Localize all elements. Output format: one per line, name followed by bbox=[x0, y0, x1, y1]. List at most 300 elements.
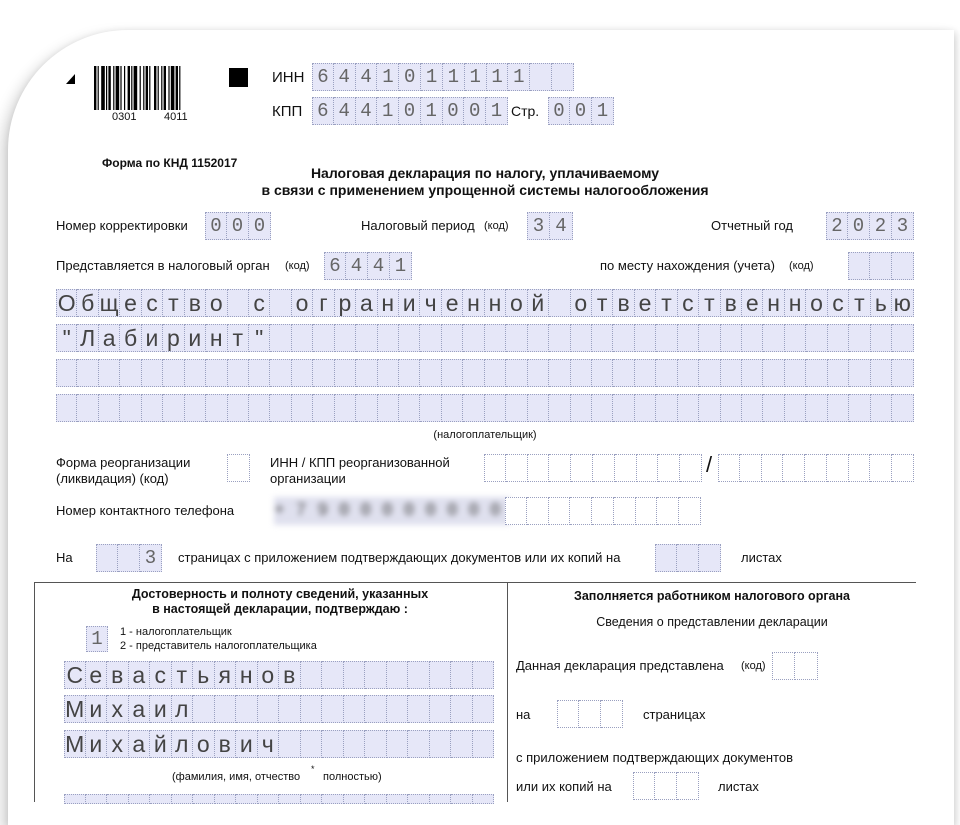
presented-code-cells[interactable] bbox=[772, 652, 818, 680]
tax-period-cells[interactable] bbox=[527, 212, 573, 240]
location-cells[interactable] bbox=[848, 252, 914, 280]
char-cell bbox=[785, 359, 806, 387]
presented-code-note: (код) bbox=[741, 660, 766, 672]
taxpayer-line-3[interactable] bbox=[56, 359, 914, 387]
char-cell: т bbox=[849, 289, 870, 317]
char-cell bbox=[442, 359, 463, 387]
inspector-with-docs: с приложением подтверждающих документов bbox=[516, 750, 793, 765]
char-cell: т bbox=[656, 289, 677, 317]
char-cell: ю bbox=[892, 289, 913, 317]
char-cell bbox=[292, 324, 313, 352]
char-cell bbox=[313, 394, 334, 422]
phone-label: Номер контактного телефона bbox=[56, 503, 235, 518]
phone-blurred-value: + 7 9 0 0 0 0 0 0 0 0 bbox=[274, 497, 510, 525]
char-cell bbox=[227, 454, 250, 482]
char-cell bbox=[236, 695, 258, 723]
char-cell bbox=[365, 661, 387, 689]
char-cell: 1 bbox=[421, 63, 443, 91]
barcode-bar bbox=[106, 66, 107, 110]
barcode-bar bbox=[116, 66, 120, 110]
confirm-title-2: в настоящей декларации, подтверждаю : bbox=[152, 602, 408, 616]
char-cell: " bbox=[56, 324, 77, 352]
kpp-cells[interactable] bbox=[312, 97, 508, 125]
char-cell: н bbox=[378, 289, 399, 317]
char-cell bbox=[827, 454, 849, 482]
char-cell bbox=[56, 394, 77, 422]
corner-marker-icon bbox=[66, 74, 75, 84]
signer-option-2: 2 - представитель налогоплательщика bbox=[120, 640, 317, 652]
char-cell bbox=[451, 661, 473, 689]
barcode-bar bbox=[168, 66, 169, 110]
barcode-bar bbox=[179, 66, 180, 110]
char-cell: р bbox=[335, 289, 356, 317]
char-cell: М bbox=[65, 730, 85, 757]
char-cell: г bbox=[313, 289, 334, 317]
char-cell bbox=[228, 394, 249, 422]
char-cell bbox=[335, 394, 356, 422]
char-cell bbox=[430, 730, 452, 758]
char-cell: 1 bbox=[390, 252, 412, 280]
char-cell bbox=[699, 394, 720, 422]
char-cell bbox=[655, 772, 677, 800]
char-cell bbox=[378, 359, 399, 387]
char-cell bbox=[530, 63, 552, 91]
char-cell: 4 bbox=[356, 97, 378, 125]
char-cell bbox=[678, 394, 699, 422]
char-cell bbox=[77, 394, 98, 422]
char-cell: 0 bbox=[399, 97, 421, 125]
char-cell bbox=[463, 359, 484, 387]
char-cell bbox=[301, 695, 323, 723]
char-cell: ь bbox=[871, 289, 892, 317]
char-cell bbox=[528, 359, 549, 387]
inn-cells[interactable] bbox=[312, 63, 574, 91]
name-caption-end: полностью) bbox=[323, 771, 382, 783]
char-cell bbox=[721, 359, 742, 387]
char-cell bbox=[699, 324, 720, 352]
char-cell bbox=[473, 661, 495, 689]
char-cell: в bbox=[279, 661, 301, 689]
char-cell bbox=[828, 359, 849, 387]
char-cell bbox=[301, 730, 323, 758]
char-cell bbox=[656, 359, 677, 387]
char-cell: с bbox=[828, 289, 849, 317]
char-cell: т bbox=[163, 289, 184, 317]
char-cell bbox=[236, 794, 258, 804]
char-cell bbox=[451, 730, 473, 758]
char-cell: н bbox=[763, 289, 784, 317]
char-cell: н bbox=[206, 324, 227, 352]
presented-label: Данная декларация представлена bbox=[516, 658, 724, 673]
inn-label: ИНН bbox=[272, 69, 305, 86]
page-number-cells[interactable] bbox=[548, 97, 614, 125]
char-cell: 0 bbox=[205, 212, 227, 240]
char-cell bbox=[635, 359, 656, 387]
tax-period-label: Налоговый период bbox=[361, 218, 475, 233]
char-cell bbox=[408, 695, 430, 723]
char-cell bbox=[120, 359, 141, 387]
barcode-bar bbox=[98, 66, 99, 110]
char-cell bbox=[279, 794, 301, 804]
char-cell bbox=[378, 324, 399, 352]
char-cell: 0 bbox=[548, 97, 570, 125]
char-cell bbox=[163, 359, 184, 387]
char-cell bbox=[892, 454, 914, 482]
char-cell: й bbox=[150, 730, 172, 758]
inspector-pages-cells[interactable] bbox=[557, 700, 623, 728]
char-cell: в bbox=[613, 289, 634, 317]
reorg-kpp-cells[interactable] bbox=[718, 454, 914, 482]
char-cell bbox=[344, 730, 366, 758]
barcode-bar bbox=[158, 66, 159, 110]
char-cell: 1 bbox=[592, 97, 614, 125]
char-cell: 0 bbox=[570, 97, 592, 125]
char-cell: с bbox=[678, 289, 699, 317]
pages-count-cells[interactable] bbox=[96, 544, 162, 572]
char-cell bbox=[399, 394, 420, 422]
bottom-vertical-divider bbox=[507, 582, 508, 802]
char-cell bbox=[399, 324, 420, 352]
char-cell bbox=[129, 794, 151, 804]
barcode-code-right: 4011 bbox=[164, 111, 188, 123]
char-cell bbox=[118, 544, 140, 572]
char-cell bbox=[892, 359, 913, 387]
char-cell bbox=[849, 394, 870, 422]
char-cell: 0 bbox=[848, 212, 870, 240]
char-cell bbox=[506, 454, 528, 482]
char-cell bbox=[185, 359, 206, 387]
signer-option-1: 1 - налогоплательщик bbox=[120, 626, 232, 638]
char-cell bbox=[763, 359, 784, 387]
char-cell bbox=[258, 794, 280, 804]
barcode-bar bbox=[143, 66, 144, 110]
taxpayer-line-4[interactable] bbox=[56, 394, 914, 422]
barcode-bar bbox=[134, 66, 138, 110]
char-cell: 1 bbox=[443, 63, 465, 91]
char-cell bbox=[270, 289, 291, 317]
char-cell: 4 bbox=[550, 212, 573, 240]
char-cell bbox=[571, 324, 592, 352]
char-cell: о bbox=[206, 289, 227, 317]
char-cell bbox=[430, 661, 452, 689]
char-cell bbox=[301, 794, 323, 804]
char-cell bbox=[249, 394, 270, 422]
char-cell bbox=[335, 359, 356, 387]
char-cell: т bbox=[172, 661, 194, 689]
barcode-bar bbox=[164, 66, 166, 110]
char-cell bbox=[742, 394, 763, 422]
report-year-cells[interactable] bbox=[826, 212, 914, 240]
char-cell: 1 bbox=[487, 63, 509, 91]
char-cell bbox=[870, 252, 892, 280]
char-cell: 4 bbox=[334, 63, 356, 91]
reorg-inn-cells[interactable] bbox=[484, 454, 702, 482]
char-cell bbox=[420, 394, 441, 422]
char-cell bbox=[892, 252, 914, 280]
char-cell bbox=[614, 497, 636, 525]
char-cell bbox=[96, 544, 118, 572]
char-cell bbox=[163, 394, 184, 422]
char-cell bbox=[408, 794, 430, 804]
char-cell bbox=[430, 794, 452, 804]
inspector-sheets-label: листах bbox=[718, 779, 759, 794]
char-cell: в bbox=[215, 730, 237, 758]
char-cell bbox=[871, 359, 892, 387]
taxpayer-line-1[interactable] bbox=[56, 289, 914, 317]
char-cell: щ bbox=[99, 289, 119, 316]
char-cell bbox=[279, 695, 301, 723]
char-cell bbox=[206, 394, 227, 422]
char-cell: 1 bbox=[486, 97, 508, 125]
char-cell: " bbox=[249, 324, 270, 352]
char-cell: е bbox=[86, 661, 108, 689]
reorg-form-cells[interactable] bbox=[227, 454, 250, 482]
char-cell bbox=[56, 359, 77, 387]
char-cell bbox=[528, 324, 549, 352]
char-cell bbox=[473, 695, 495, 723]
char-cell: л bbox=[172, 730, 194, 758]
char-cell: 2 bbox=[826, 212, 848, 240]
barcode-bar bbox=[146, 66, 148, 110]
patronymic-cells[interactable] bbox=[64, 730, 494, 758]
char-cell: о bbox=[258, 661, 280, 689]
char-cell bbox=[571, 359, 592, 387]
char-cell: я bbox=[215, 661, 237, 689]
char-cell bbox=[849, 324, 870, 352]
char-cell: о bbox=[506, 289, 527, 317]
char-cell bbox=[592, 324, 613, 352]
name-caption-star: * bbox=[311, 764, 315, 774]
char-cell bbox=[430, 695, 452, 723]
char-cell bbox=[292, 359, 313, 387]
char-cell bbox=[408, 661, 430, 689]
char-cell: 0 bbox=[443, 97, 465, 125]
char-cell bbox=[344, 695, 366, 723]
char-cell bbox=[806, 359, 827, 387]
char-cell bbox=[677, 772, 699, 800]
signature-row-cells[interactable] bbox=[64, 794, 494, 804]
barcode-bar bbox=[154, 66, 156, 110]
char-cell bbox=[344, 794, 366, 804]
taxpayer-line-2[interactable] bbox=[56, 324, 914, 352]
char-cell bbox=[215, 695, 237, 723]
char-cell bbox=[99, 359, 120, 387]
char-cell: 4 bbox=[346, 252, 368, 280]
char-cell bbox=[451, 695, 473, 723]
char-cell: 0 bbox=[249, 212, 271, 240]
char-cell bbox=[635, 394, 656, 422]
char-cell: т bbox=[699, 289, 720, 317]
reorg-inn-kpp-label-2: организации bbox=[270, 471, 346, 486]
char-cell bbox=[549, 324, 570, 352]
char-cell bbox=[699, 359, 720, 387]
name-caption: (фамилия, имя, отчество bbox=[172, 771, 301, 783]
char-cell bbox=[549, 359, 570, 387]
char-cell bbox=[570, 497, 592, 525]
char-cell bbox=[292, 394, 313, 422]
char-cell bbox=[387, 695, 409, 723]
char-cell bbox=[322, 730, 344, 758]
char-cell bbox=[279, 730, 301, 758]
char-cell: с bbox=[150, 661, 172, 689]
char-cell bbox=[635, 324, 656, 352]
first-name-cells[interactable] bbox=[64, 695, 494, 723]
char-cell: 1 bbox=[421, 97, 443, 125]
barcode-bar bbox=[94, 66, 96, 110]
char-cell bbox=[150, 794, 172, 804]
char-cell bbox=[848, 252, 870, 280]
char-cell: 4 bbox=[356, 63, 378, 91]
char-cell bbox=[633, 772, 655, 800]
char-cell bbox=[64, 794, 86, 804]
char-cell bbox=[485, 324, 506, 352]
char-cell bbox=[592, 359, 613, 387]
tax-period-code-note: (код) bbox=[484, 220, 509, 232]
char-cell bbox=[785, 394, 806, 422]
surname-cells[interactable] bbox=[64, 661, 494, 689]
char-cell bbox=[408, 730, 430, 758]
char-cell: н bbox=[236, 661, 258, 689]
char-cell bbox=[601, 700, 623, 728]
char-cell bbox=[442, 324, 463, 352]
char-cell bbox=[142, 394, 163, 422]
char-cell bbox=[763, 394, 784, 422]
char-cell bbox=[505, 497, 527, 525]
tax-authority-code-note: (код) bbox=[285, 260, 310, 272]
char-cell: а bbox=[129, 695, 151, 723]
char-cell: М bbox=[65, 695, 85, 722]
location-code-note: (код) bbox=[789, 260, 814, 272]
char-cell bbox=[473, 730, 495, 758]
char-cell bbox=[185, 394, 206, 422]
char-cell: О bbox=[57, 289, 76, 316]
char-cell bbox=[172, 794, 194, 804]
inspector-subtitle: Сведения о представлении декларации bbox=[596, 615, 828, 629]
char-cell: е bbox=[635, 289, 656, 317]
char-cell bbox=[365, 695, 387, 723]
char-cell bbox=[193, 695, 215, 723]
char-cell bbox=[463, 324, 484, 352]
char-cell bbox=[356, 324, 377, 352]
char-cell bbox=[579, 700, 601, 728]
char-cell bbox=[99, 394, 120, 422]
char-cell: 2 bbox=[870, 212, 892, 240]
char-cell: с bbox=[142, 289, 163, 317]
char-cell bbox=[206, 359, 227, 387]
char-cell: 6 bbox=[312, 97, 334, 125]
char-cell bbox=[655, 544, 677, 572]
char-cell: и bbox=[86, 695, 108, 723]
char-cell: и bbox=[86, 730, 108, 758]
phone-cells[interactable] bbox=[505, 497, 701, 525]
char-cell bbox=[718, 454, 740, 482]
char-cell: х bbox=[107, 695, 129, 723]
char-cell bbox=[473, 794, 495, 804]
char-cell bbox=[592, 497, 614, 525]
char-cell: Л bbox=[77, 324, 98, 352]
char-cell bbox=[806, 394, 827, 422]
char-cell bbox=[249, 359, 270, 387]
char-cell bbox=[678, 324, 699, 352]
char-cell bbox=[378, 394, 399, 422]
barcode-bar bbox=[131, 66, 132, 110]
inspector-on-label: на bbox=[516, 707, 531, 722]
char-cell: н bbox=[785, 289, 806, 317]
char-cell bbox=[593, 454, 615, 482]
char-cell: ч bbox=[420, 289, 441, 317]
char-cell: л bbox=[172, 695, 194, 723]
char-cell bbox=[77, 359, 98, 387]
char-cell bbox=[656, 394, 677, 422]
char-cell: 6 bbox=[324, 252, 346, 280]
char-cell bbox=[592, 394, 613, 422]
char-cell: в bbox=[107, 661, 129, 689]
char-cell: 1 bbox=[508, 63, 530, 91]
bottom-section-divider bbox=[34, 582, 916, 583]
char-cell bbox=[356, 359, 377, 387]
barcode-bar bbox=[140, 66, 141, 110]
char-cell bbox=[549, 394, 570, 422]
char-cell: 4 bbox=[368, 252, 390, 280]
char-cell bbox=[549, 497, 571, 525]
char-cell bbox=[677, 544, 699, 572]
char-cell bbox=[258, 695, 280, 723]
char-cell bbox=[742, 359, 763, 387]
char-cell: в bbox=[721, 289, 742, 317]
char-cell: с bbox=[249, 289, 270, 317]
char-cell bbox=[215, 794, 237, 804]
char-cell bbox=[637, 454, 659, 482]
char-cell bbox=[871, 324, 892, 352]
page-number-label: Стр. bbox=[511, 103, 540, 119]
char-cell: о bbox=[806, 289, 827, 317]
char-cell bbox=[387, 794, 409, 804]
char-cell: б bbox=[77, 289, 98, 317]
char-cell bbox=[763, 324, 784, 352]
confirm-title-1: Достоверность и полноту сведений, указанных bbox=[131, 587, 429, 601]
char-cell: 1 bbox=[377, 63, 399, 91]
char-cell: 0 bbox=[227, 212, 249, 240]
char-cell bbox=[344, 661, 366, 689]
char-cell bbox=[270, 324, 291, 352]
tax-authority-cells[interactable] bbox=[324, 252, 412, 280]
reorg-inn-kpp-label-1: ИНН / КПП реорганизованной bbox=[270, 455, 450, 470]
form-code: Форма по КНД 1152017 bbox=[102, 156, 238, 170]
signer-type-cells[interactable] bbox=[86, 626, 108, 652]
char-cell bbox=[322, 695, 344, 723]
char-cell: е bbox=[742, 289, 763, 317]
char-cell: ь bbox=[193, 661, 215, 689]
correction-cells[interactable] bbox=[205, 212, 271, 240]
char-cell: а bbox=[99, 324, 120, 352]
reorg-slash: / bbox=[706, 452, 713, 477]
pages-middle-text: страницах с приложением подтверждающих документов или их копий на bbox=[178, 550, 621, 565]
char-cell: 1 bbox=[86, 626, 108, 652]
char-cell bbox=[301, 661, 323, 689]
char-cell bbox=[463, 394, 484, 422]
char-cell: и bbox=[150, 695, 172, 723]
barcode-bar bbox=[171, 66, 175, 110]
char-cell bbox=[742, 324, 763, 352]
pages-prefix: На bbox=[56, 550, 73, 565]
char-cell bbox=[721, 324, 742, 352]
inspector-sheets-cells[interactable] bbox=[633, 772, 699, 800]
char-cell bbox=[783, 454, 805, 482]
barcode-bar bbox=[149, 66, 150, 110]
char-cell bbox=[420, 359, 441, 387]
sheets-count-cells[interactable] bbox=[655, 544, 721, 572]
char-cell bbox=[828, 324, 849, 352]
